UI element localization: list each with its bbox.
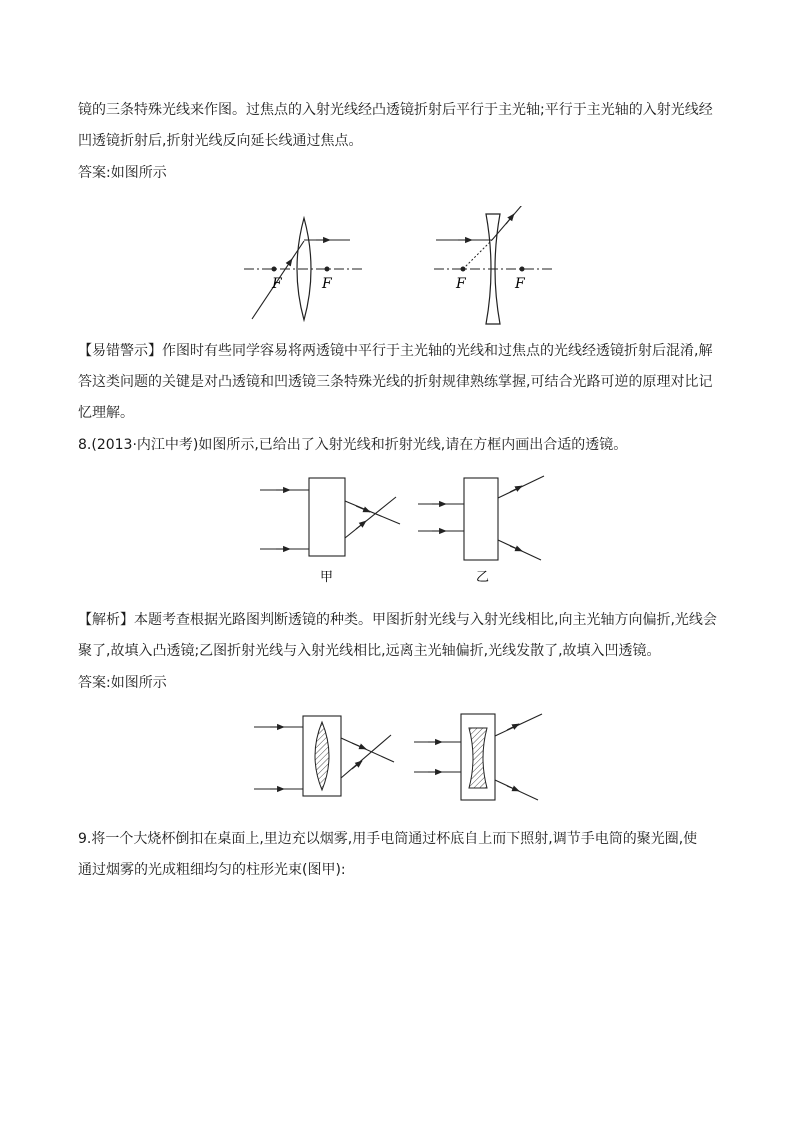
concave-lens-diagram	[434, 206, 554, 324]
label-yi: 乙	[476, 570, 490, 585]
answer-box-convex	[254, 716, 394, 796]
paragraph1-line2: 凹透镜折射后,折射光线反向延长线通过焦点。	[78, 133, 363, 149]
answer2-label: 答案:如图所示	[78, 675, 167, 691]
answer1-label: 答案:如图所示	[78, 165, 167, 181]
box-yi	[418, 476, 544, 585]
lens-box-diagram-answer	[250, 706, 550, 810]
analysis-line2: 聚了,故填入凸透镜;乙图折射光线与入射光线相比,远离主光轴偏折,光线发散了,故填入凹透镜。	[78, 643, 661, 659]
box-jia	[260, 478, 400, 585]
answer-box-concave	[414, 714, 542, 800]
paragraph1-line1: 镜的三条特殊光线来作图。过焦点的入射光线经凸透镜折射后平行于主光轴;平行于主光轴的入射光线经	[78, 102, 713, 118]
label-jia: 甲	[320, 570, 334, 585]
focus-label-left-2: F	[456, 276, 466, 292]
convex-lens-diagram	[244, 218, 364, 320]
focus-label-right: F	[322, 276, 332, 292]
focus-label-right-2: F	[515, 276, 525, 292]
lens-box-diagram-question	[256, 470, 556, 590]
lens-ray-diagram-1	[236, 206, 566, 326]
warning-line3: 忆理解。	[78, 405, 134, 421]
analysis-line1: 【解析】本题考查根据光路图判断透镜的种类。甲图折射光线与入射光线相比,向主光轴方向偏折,光线会	[78, 612, 717, 628]
warning-line1: 【易错警示】作图时有些同学容易将两透镜中平行于主光轴的光线和过焦点的光线经透镜折射后混淆,解	[78, 343, 713, 359]
question8-text: 8.(2013·内江中考)如图所示,已给出了入射光线和折射光线,请在方框内画出合适的透镜。	[78, 437, 628, 453]
question9-line1: 9.将一个大烧杯倒扣在桌面上,里边充以烟雾,用手电筒通过杯底自上而下照射,调节手电筒的聚光圈,使	[78, 831, 698, 847]
warning-line2: 答这类问题的关键是对凸透镜和凹透镜三条特殊光线的折射规律熟练掌握,可结合光路可逆的原理对比记	[78, 374, 713, 390]
question9-line2: 通过烟雾的光成粗细均匀的柱形光束(图甲):	[78, 862, 346, 878]
focus-label-left: F	[272, 276, 282, 292]
